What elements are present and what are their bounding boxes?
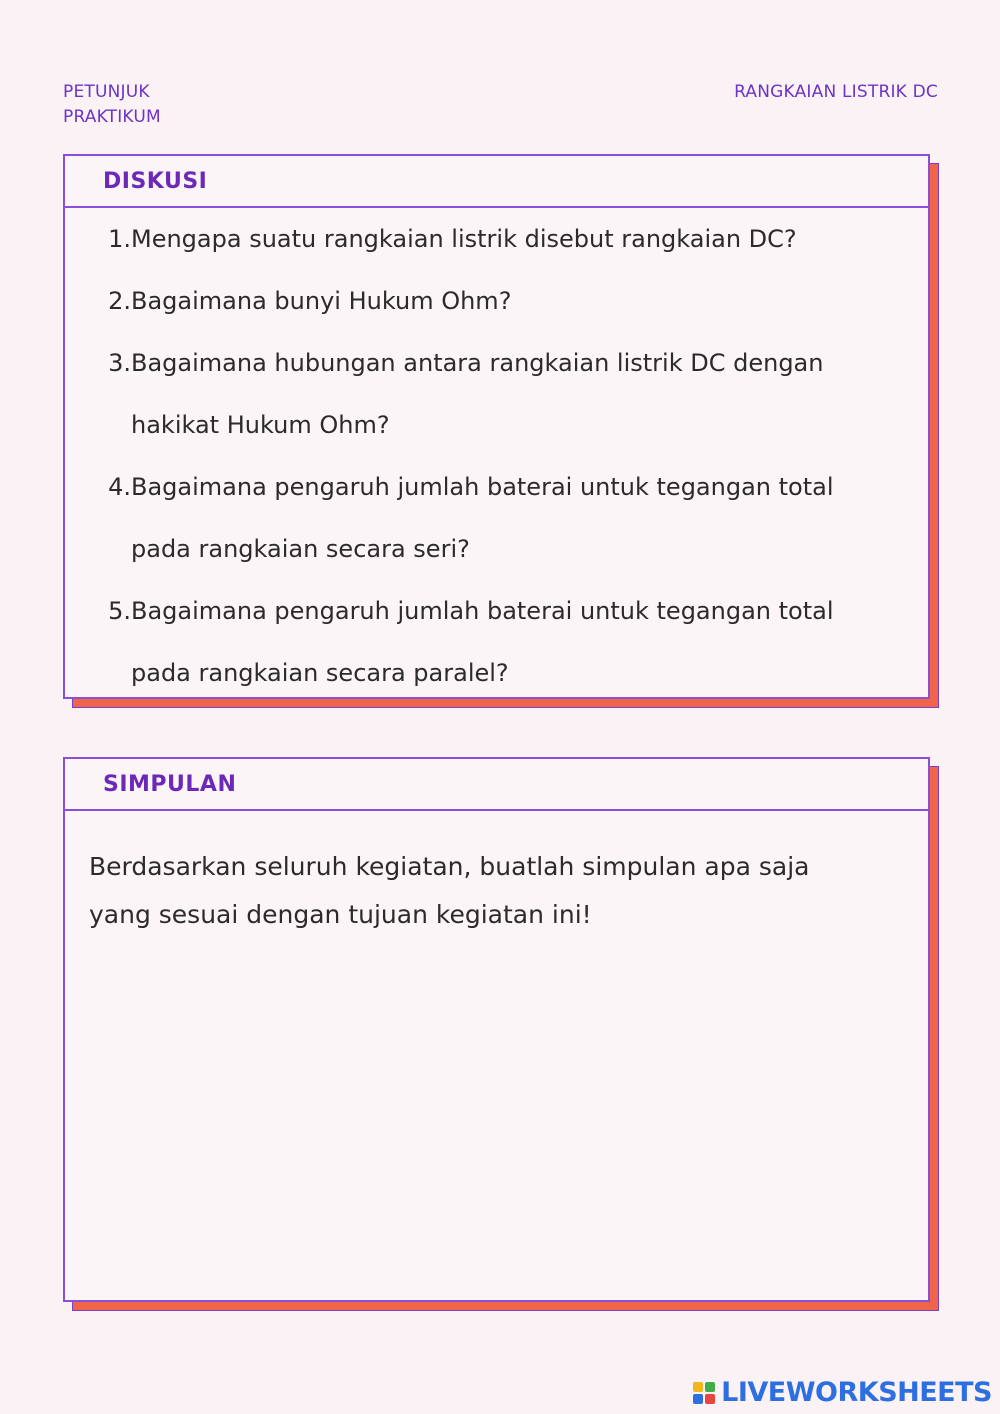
header-left xyxy=(63,80,161,130)
header-right: RANGKAIAN LISTRIK DC xyxy=(734,82,938,102)
simpulan-line-2: yang sesuai dengan tujuan kegiatan ini! xyxy=(89,900,592,929)
diskusi-card xyxy=(63,154,930,699)
question-text-continued: pada rangkaian secara seri? xyxy=(131,535,470,563)
logo-square xyxy=(693,1382,703,1392)
simpulan-line-1: Berdasarkan seluruh kegiatan, buatlah simpulan apa saja xyxy=(89,852,810,881)
simpulan-card-box xyxy=(63,757,930,1302)
question-item xyxy=(65,270,928,332)
header-left-line2: PRAKTIKUM xyxy=(63,107,161,127)
liveworksheets-watermark xyxy=(693,1377,992,1408)
watermark-text: LIVEWORKSHEETS xyxy=(721,1377,992,1408)
logo-square xyxy=(693,1394,703,1404)
question-list xyxy=(65,208,928,704)
question-number: 5. xyxy=(108,597,131,625)
header-left-line1: PETUNJUK xyxy=(63,82,150,102)
simpulan-prompt xyxy=(89,843,898,939)
logo-square xyxy=(705,1394,715,1404)
question-text-continued: pada rangkaian secara paralel? xyxy=(131,659,509,687)
diskusi-card-box xyxy=(63,154,930,699)
question-number: 2. xyxy=(108,287,131,315)
question-number: 3. xyxy=(108,349,131,377)
diskusi-title: DISKUSI xyxy=(103,168,208,194)
diskusi-title-bar xyxy=(65,156,928,208)
question-text: Bagaimana bunyi Hukum Ohm? xyxy=(131,287,512,315)
question-number: 4. xyxy=(108,473,131,501)
simpulan-title: SIMPULAN xyxy=(103,771,237,797)
liveworksheets-logo-icon xyxy=(693,1382,715,1404)
simpulan-title-bar xyxy=(65,759,928,811)
question-item xyxy=(65,580,928,704)
question-text: Mengapa suatu rangkaian listrik disebut rangkaian DC? xyxy=(131,225,797,253)
question-text: Bagaimana hubungan antara rangkaian listrik DC dengan xyxy=(131,349,824,377)
question-text: Bagaimana pengaruh jumlah baterai untuk tegangan total xyxy=(131,597,834,625)
question-text: Bagaimana pengaruh jumlah baterai untuk tegangan total xyxy=(131,473,834,501)
question-item xyxy=(65,456,928,580)
simpulan-card xyxy=(63,757,930,1302)
question-text-continued: hakikat Hukum Ohm? xyxy=(131,411,390,439)
logo-square xyxy=(705,1382,715,1392)
question-item xyxy=(65,208,928,270)
question-item xyxy=(65,332,928,456)
question-number: 1. xyxy=(108,225,131,253)
